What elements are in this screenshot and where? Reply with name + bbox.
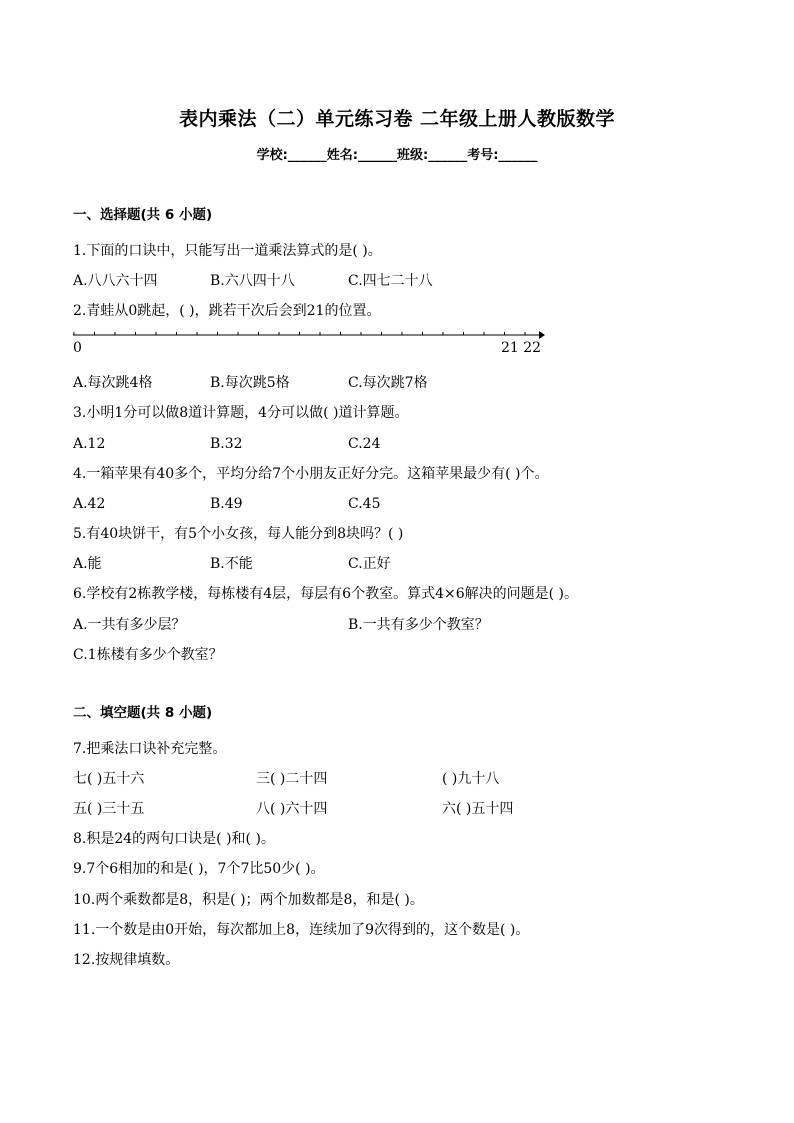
question-5-option-c: C.正好 bbox=[348, 556, 391, 572]
number-line-start-label: 0 bbox=[73, 340, 82, 356]
section-heading-choice: 一、选择题(共 6 小题) bbox=[73, 207, 213, 223]
question-1-option-c: C.四七二十八 bbox=[348, 273, 433, 289]
question-4-option-a: A.42 bbox=[73, 496, 106, 512]
question-7-stem: 7.把乘法口诀补充完整。 bbox=[73, 741, 227, 757]
question-6-option-a: A.一共有多少层？ bbox=[73, 617, 186, 633]
question-4-option-b: B.49 bbox=[210, 496, 243, 512]
question-3-stem: 3.小明1分可以做8道计算题，4分可以做( )道计算题。 bbox=[73, 405, 409, 421]
question-1-option-a: A.八八六十四 bbox=[73, 273, 158, 289]
question-2-stem: 2.青蛙从0跳起，( )，跳若干次后会到21的位置。 bbox=[73, 303, 381, 319]
question-7-blank-6: 六( )五十四 bbox=[442, 801, 514, 817]
question-4-stem: 4.一箱苹果有40多个，平均分给7个小朋友正好分完。这箱苹果最少有( )个。 bbox=[73, 466, 549, 482]
question-5-option-b: B.不能 bbox=[210, 556, 253, 572]
number-line bbox=[73, 330, 545, 360]
question-6-stem: 6.学校有2栋教学楼，每栋楼有4层，每层有6个教室。算式4×6解决的问题是( )。 bbox=[73, 586, 578, 602]
question-2-option-c: C.每次跳7格 bbox=[348, 375, 428, 391]
number-line-axis bbox=[73, 330, 545, 344]
question-10-stem: 10.两个乘数都是8，积是( )；两个加数都是8，和是( )。 bbox=[73, 892, 424, 908]
question-7-blank-2: 三( )二十四 bbox=[256, 771, 328, 787]
question-5-option-a: A.能 bbox=[73, 556, 102, 572]
question-1-option-b: B.六八四十八 bbox=[210, 273, 295, 289]
question-7-blank-4: 五( )三十五 bbox=[73, 801, 145, 817]
question-5-stem: 5.有40块饼干，有5个小女孩，每人能分到8块吗？( ) bbox=[73, 526, 404, 542]
question-8-stem: 8.积是24的两句口诀是( )和( )。 bbox=[73, 831, 275, 847]
question-2-option-b: B.每次跳5格 bbox=[210, 375, 290, 391]
question-6-option-c: C.1栋楼有多少个教室？ bbox=[73, 647, 223, 663]
student-info-line: 学校:______姓名:______班级:______考号:______ bbox=[256, 148, 538, 163]
question-7-blank-3: ( )九十八 bbox=[442, 771, 500, 787]
number-line-end-label: 21 22 bbox=[501, 340, 542, 356]
section-heading-fill: 二、填空题(共 8 小题) bbox=[73, 705, 213, 721]
question-6-option-b: B.一共有多少个教室？ bbox=[348, 617, 489, 633]
question-9-stem: 9.7个6相加的和是( )，7个7比50少( )。 bbox=[73, 861, 325, 877]
question-4-option-c: C.45 bbox=[348, 496, 381, 512]
question-7-blank-5: 八( )六十四 bbox=[256, 801, 328, 817]
question-3-option-a: A.12 bbox=[73, 436, 106, 452]
question-3-option-c: C.24 bbox=[348, 436, 381, 452]
question-11-stem: 11.一个数是由0开始，每次都加上8，连续加了9次得到的，这个数是( )。 bbox=[73, 922, 530, 938]
question-12-stem: 12.按规律填数。 bbox=[73, 952, 180, 968]
question-2-option-a: A.每次跳4格 bbox=[73, 375, 153, 391]
question-7-blank-1: 七( )五十六 bbox=[73, 771, 145, 787]
question-1-stem: 1.下面的口诀中，只能写出一道乘法算式的是( )。 bbox=[73, 243, 382, 259]
question-3-option-b: B.32 bbox=[210, 436, 243, 452]
page-title: 表内乘法（二）单元练习卷 二年级上册人教版数学 bbox=[178, 108, 616, 130]
